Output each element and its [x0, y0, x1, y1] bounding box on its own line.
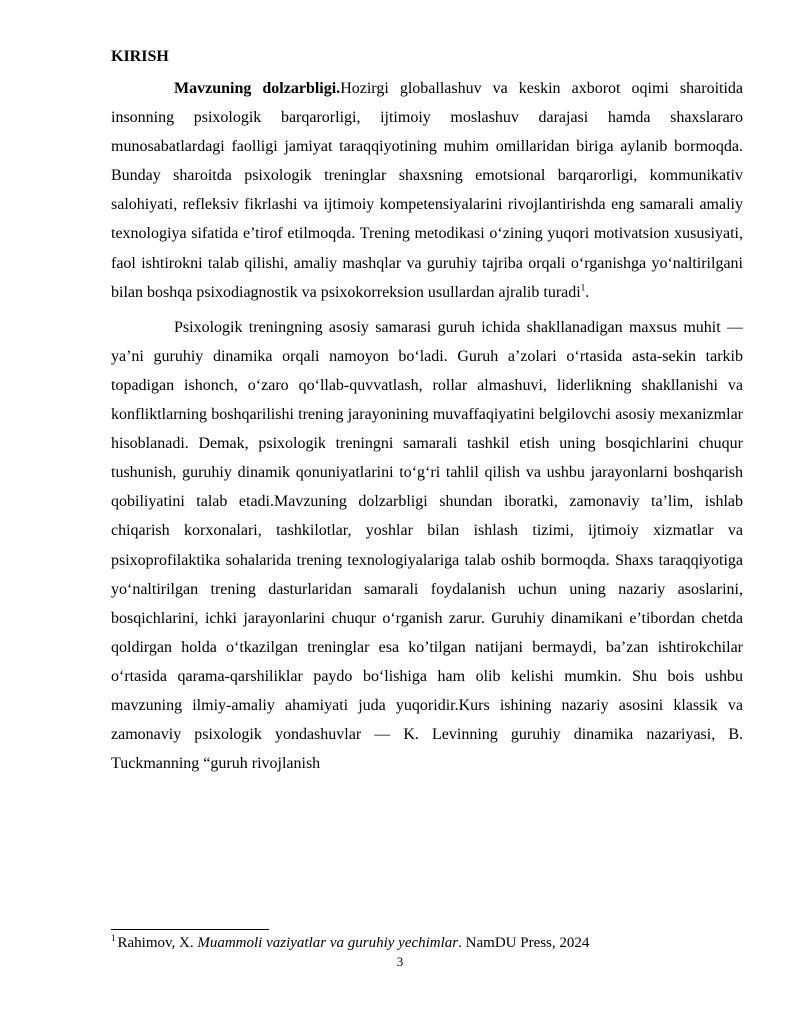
document-page: [111, 42, 743, 778]
footnote-author: Rahimov, X.: [117, 935, 198, 951]
footnote-mark: 1: [111, 933, 116, 943]
paragraph-tail: .: [585, 283, 590, 301]
footnote-title: Muammoli vaziyatlar va guruhiy yechimlar: [197, 935, 459, 951]
paragraph-relevance: [111, 74, 743, 307]
paragraph-text: Psixologik treningning asosiy samarasi guruh ichida shakllanadigan maxsus muhit — ya’ni guruhiy dinamika orqali namoyon bo‘ladi. Guruh a’zolari o‘rtasida asta-sekin tarkib topadigan ishonch, o‘zaro qo‘llab-quvvatlash, rollar almashuvi, liderlikning shakllanishi va konfliktlarning boshqarilishi trening jarayonining muvaffaqiyatini belgilovchi asosiy mexanizmlar hisoblanadi. Demak, psixologik treningni samarali tashkil etish uning bosqichlarini chuqur tushunish, guruhiy dinamik qonuniyatlarini to‘g‘ri tahlil qilish va ushbu jarayonlarni boshqarish qobiliyatini talab etadi.Mavzuning dolzarbligi shundan iboratki, zamonaviy ta’lim, ishlab chiqarish korxonalari, tashkilotlar, yoshlar bilan ishlash tizimi, ijtimoiy xizmatlar va psixoprofilaktika sohalarida trening texnologiyalariga talab oshib bormoqda. Shaxs taraqqiyotiga yo‘naltirilgan trening dasturlaridan samarali foydalanish uchun uning nazariy asoslarini, bosqichlarini, ichki jarayonlarini chuqur o‘rganish zarur. Guruhiy dinamikani e’tibordan chetda qoldirgan holda o‘tkazilgan treninglar esa ko’tilgan natijani bermaydi, ba’zan ishtirokchilar o‘rtasida qarama-qarshiliklar paydo bo‘lishiga ham olib kelishi mumkin. Shu bois ushbu mavzuning ilmiy-amaliy ahamiyati juda yuqoridir.Kurs ishining nazariy asosini klassik va zamonaviy psixologik yondashuvlar — K. Levinning guruhiy dinamika nazariyasi, B. Tuckmanning “guruh rivojlanish: [111, 318, 743, 773]
footnote-reference[interactable]: 1: [580, 282, 586, 293]
section-heading: KIRISH: [111, 48, 169, 65]
paragraph-text: Hozirgi globallashuv va keskin axborot oqimi sharoitida insonning psixologik barqarorligi, ijtimoiy moslashuv darajasi hamda shaxslararo munosabatlardagi faolligi jamiyat taraqqiyotining muhim omillaridan biriga aylanib bormoqda. Bunday sharoitda psixologik treninglar shaxsning emotsional barqarorligi, kommunikativ salohiyati, refleksiv fikrlashi va ijtimoiy kompetensiyalarini rivojlantirishda eng samarali amaliy texnologiya sifatida e’tirof etilmoqda. Trening metodikasi o‘zining yuqori motivatsion xususiyati, faol ishtirokni talab qilishi, amaliy mashqlar va guruhiy tajriba orqali o‘rganishga yo‘naltirilgani bilan boshqa psixodiagnostik va psixokorreksion usullardan ajralib turadi: [111, 80, 744, 301]
footnote: [111, 934, 751, 952]
paragraph-lead: Mavzuning dolzarbligi.: [174, 80, 341, 97]
page-number: 3: [396, 954, 404, 969]
footnote-publisher: . NamDU Press, 2024: [458, 935, 590, 951]
footnote-separator: [111, 929, 269, 930]
paragraph-group-dynamics: [111, 313, 743, 779]
